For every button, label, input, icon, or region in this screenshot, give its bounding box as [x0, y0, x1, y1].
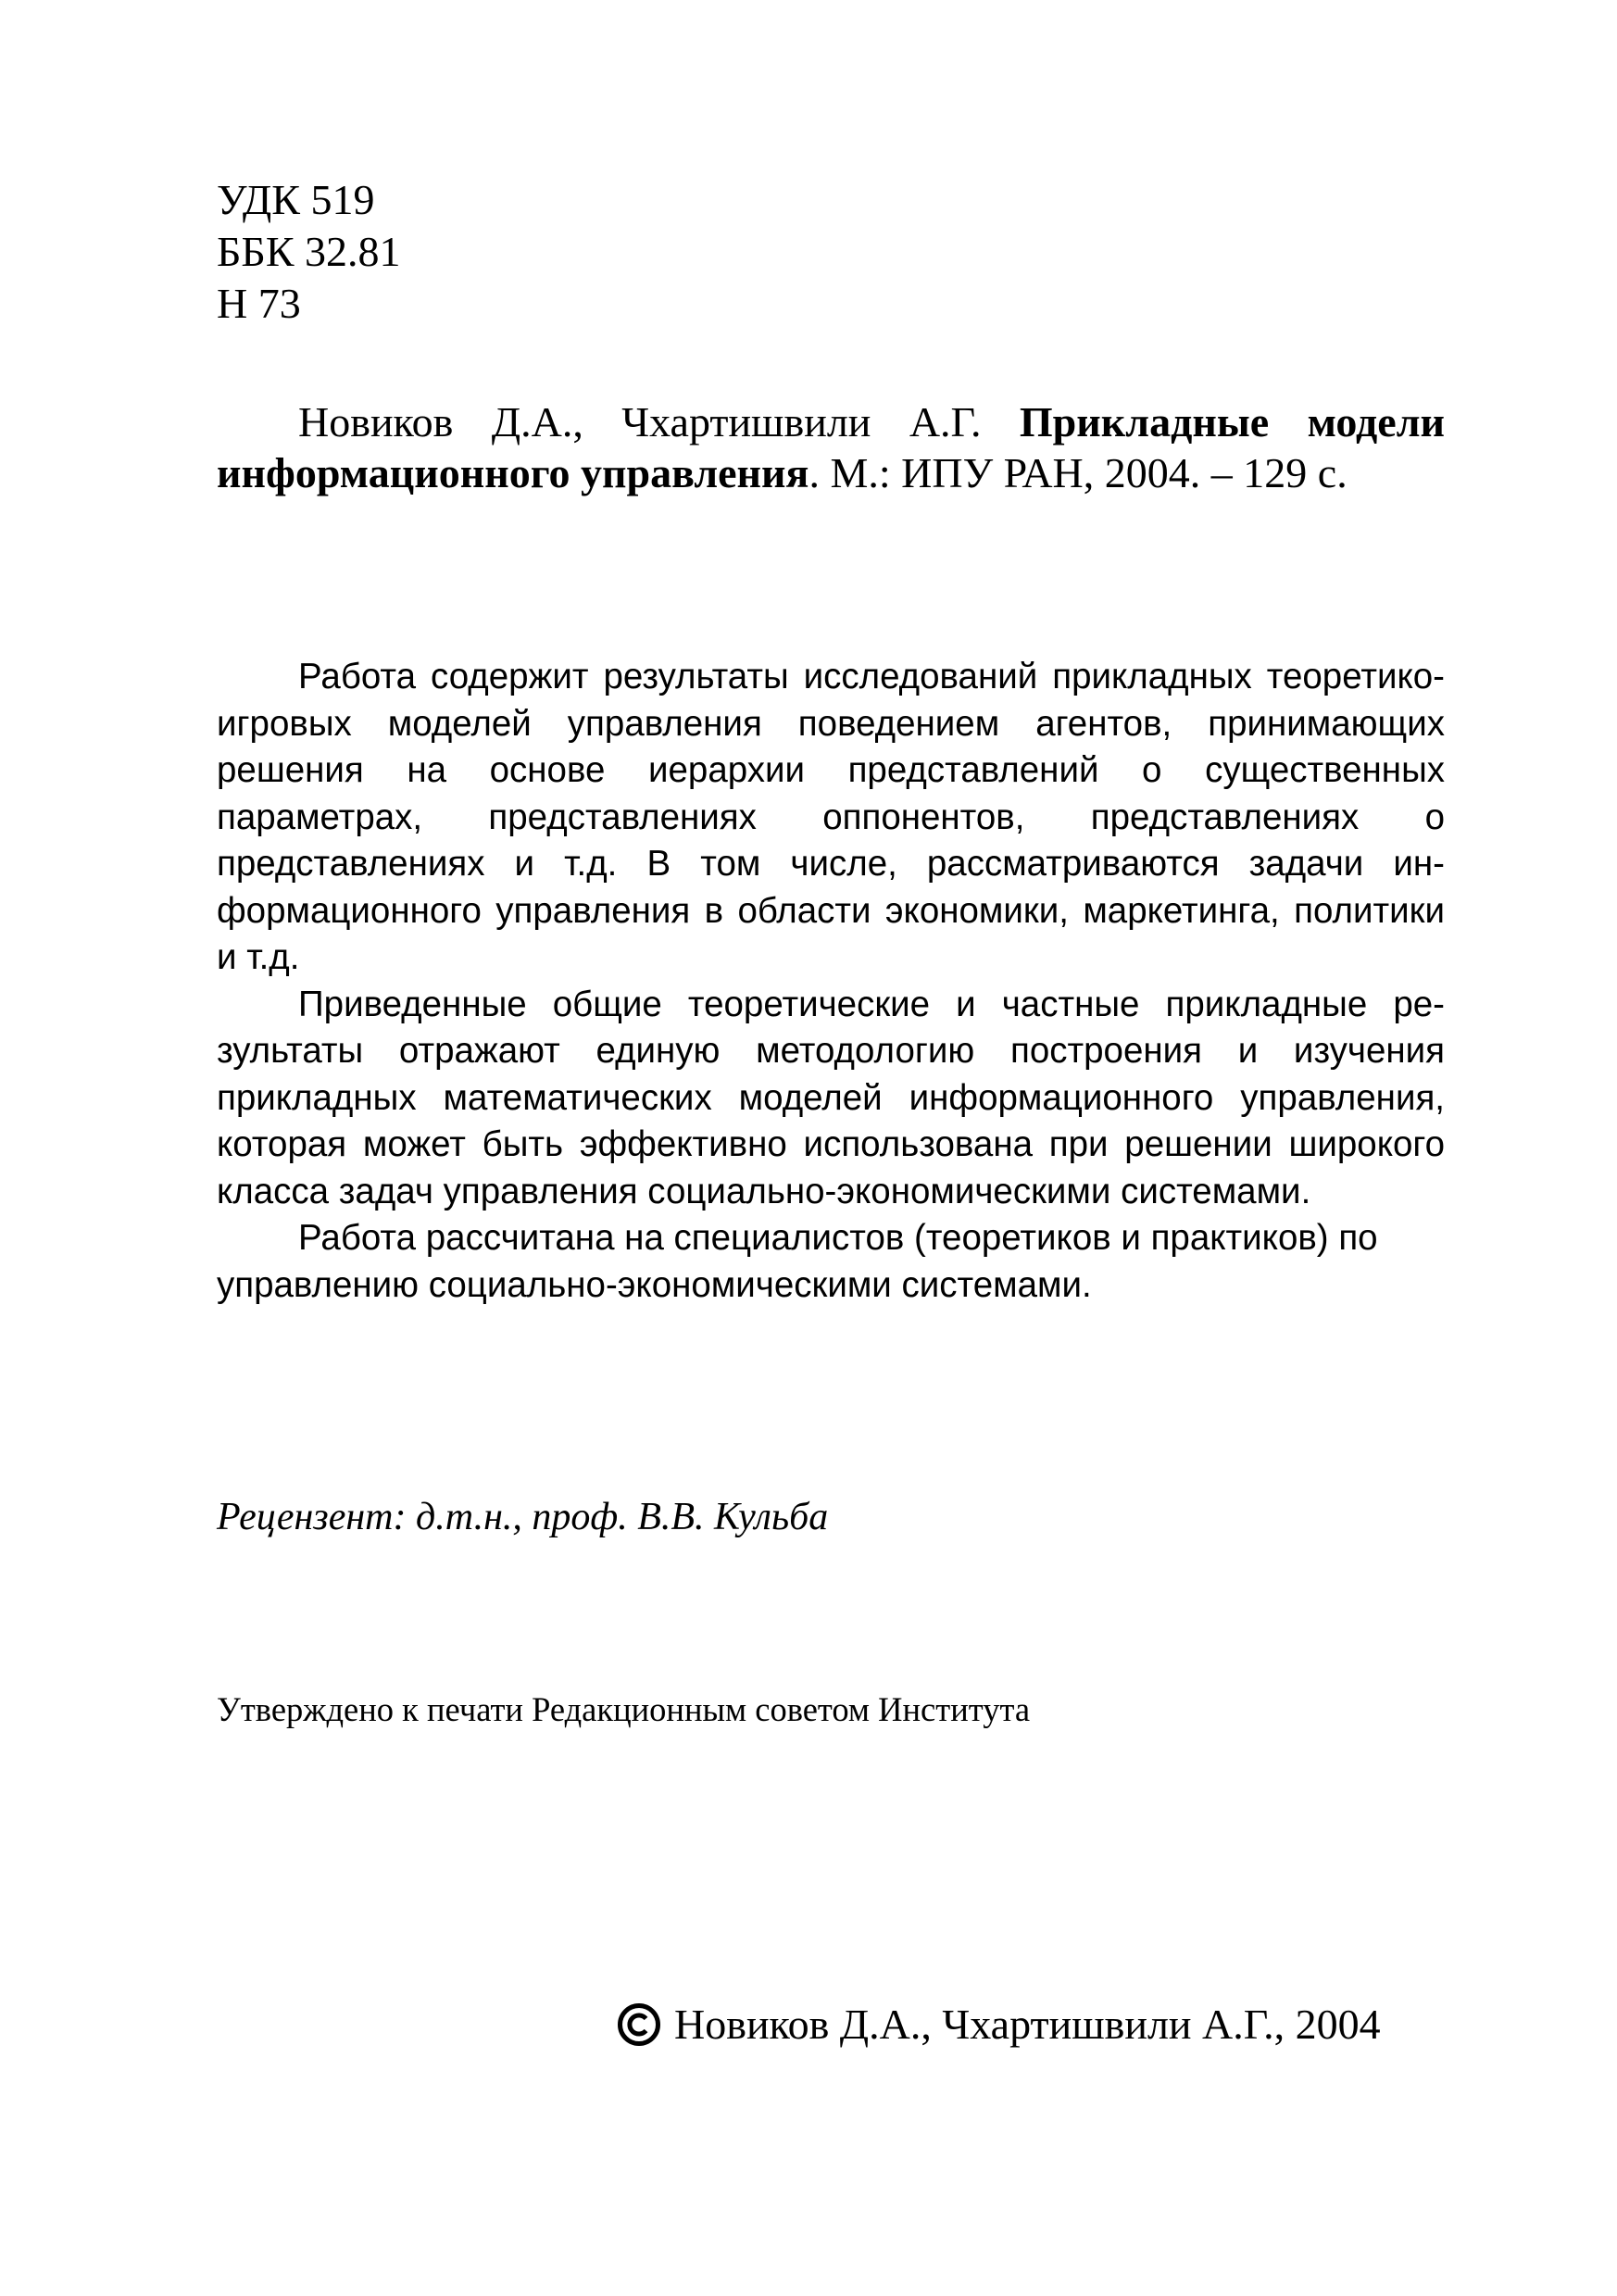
abstract-paragraph-2: Приведенные общие теоретические и частные прикладные результаты отражают единую методологию построения и изучения прикладных математических моделей информационного управления, которая может быть эффективно использована при решении широкого класса задач управления социально-экономическими системами. — [217, 984, 1445, 1211]
bibliographic-citation — [217, 396, 1445, 498]
citation-title: Прикладные модели информационного управления — [217, 398, 1446, 496]
copyright-icon — [617, 2002, 661, 2047]
abstract-paragraph-1: Работа содержит результаты исследований прикладных теоретико-игровых моделей управления поведением агентов, принимающих решения на основе иерархии представлений о существенных параметрах, представлениях оппонентов, представлениях о представлениях и т.д. В том числе, рассматриваются задачи информационного управления в области экономики, маркетинга, политики и т.д. — [217, 657, 1445, 977]
copyright-text: Новиков Д.А., Чхартишвили А.Г., 2004 — [674, 2001, 1381, 2048]
author-mark: Н 73 — [217, 280, 301, 327]
abstract — [217, 654, 1445, 1309]
citation-publisher: . М.: ИПУ РАН, 2004. – 129 с. — [808, 449, 1348, 496]
copyright-line — [617, 1999, 1381, 2051]
udk-code: УДК 519 — [217, 176, 375, 223]
reviewer-line: Рецензент: д.т.н., проф. В.В. Кульба — [217, 1496, 829, 1538]
abstract-paragraph-3: Работа рассчитана на специалистов (теоретиков и практиков) по управлению социально-экономическими системами. — [217, 1218, 1378, 1305]
approval-line: Утверждено к печати Редакционным советом Института — [217, 1690, 1031, 1728]
bbk-code: ББК 32.81 — [217, 228, 401, 275]
classification-codes — [217, 174, 401, 330]
citation-authors: Новиков Д.А., Чхартишвили А.Г. — [298, 398, 982, 445]
